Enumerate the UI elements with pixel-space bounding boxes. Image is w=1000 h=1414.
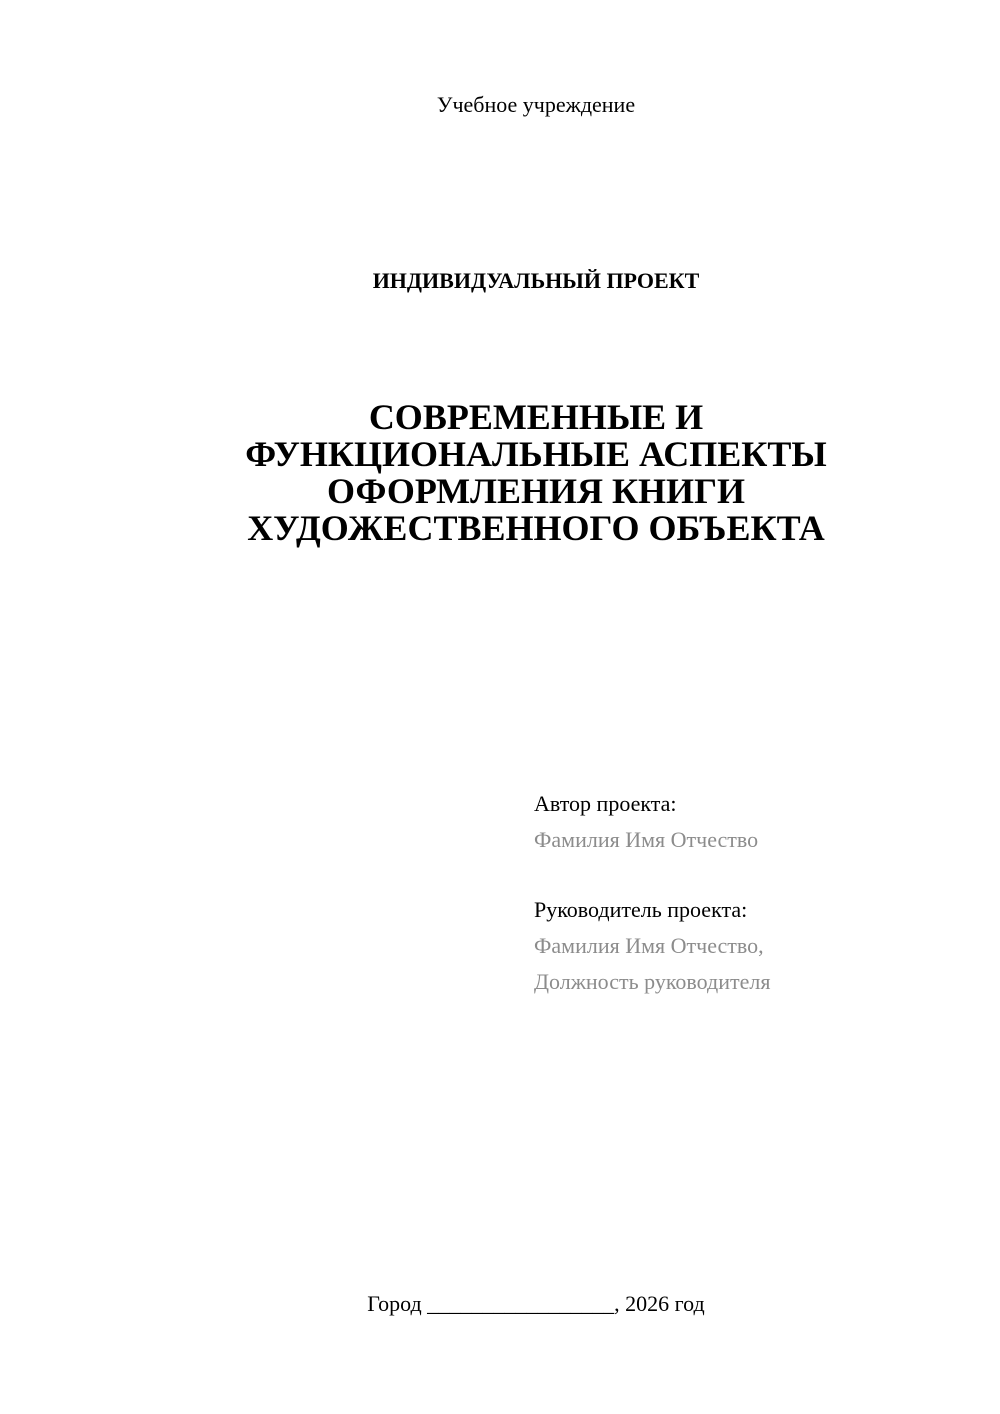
institution-name: Учебное учреждение bbox=[436, 92, 636, 117]
author-block bbox=[534, 786, 758, 858]
author-label: Автор проекта: bbox=[534, 791, 677, 816]
supervisor-name: Фамилия Имя Отчество, bbox=[534, 933, 764, 958]
city-year-line: Город _________________, 2026 год bbox=[367, 1291, 705, 1316]
author-name: Фамилия Имя Отчество bbox=[534, 827, 759, 852]
project-type-heading: ИНДИВИДУАЛЬНЫЙ ПРОЕКТ bbox=[372, 268, 700, 293]
supervisor-position: Должность руководителя bbox=[534, 969, 771, 994]
supervisor-block bbox=[534, 892, 770, 1000]
project-title-line: ФУНКЦИОНАЛЬНЫЕ АСПЕКТЫ bbox=[245, 434, 827, 474]
project-title-line: ОФОРМЛЕНИЯ КНИГИ bbox=[327, 471, 745, 511]
supervisor-label: Руководитель проекта: bbox=[534, 897, 748, 922]
project-title-line: СОВРЕМЕННЫЕ И bbox=[368, 397, 704, 437]
project-title bbox=[0, 399, 1000, 547]
project-title-line: ХУДОЖЕСТВЕННОГО ОБЪЕКТА bbox=[247, 508, 825, 548]
